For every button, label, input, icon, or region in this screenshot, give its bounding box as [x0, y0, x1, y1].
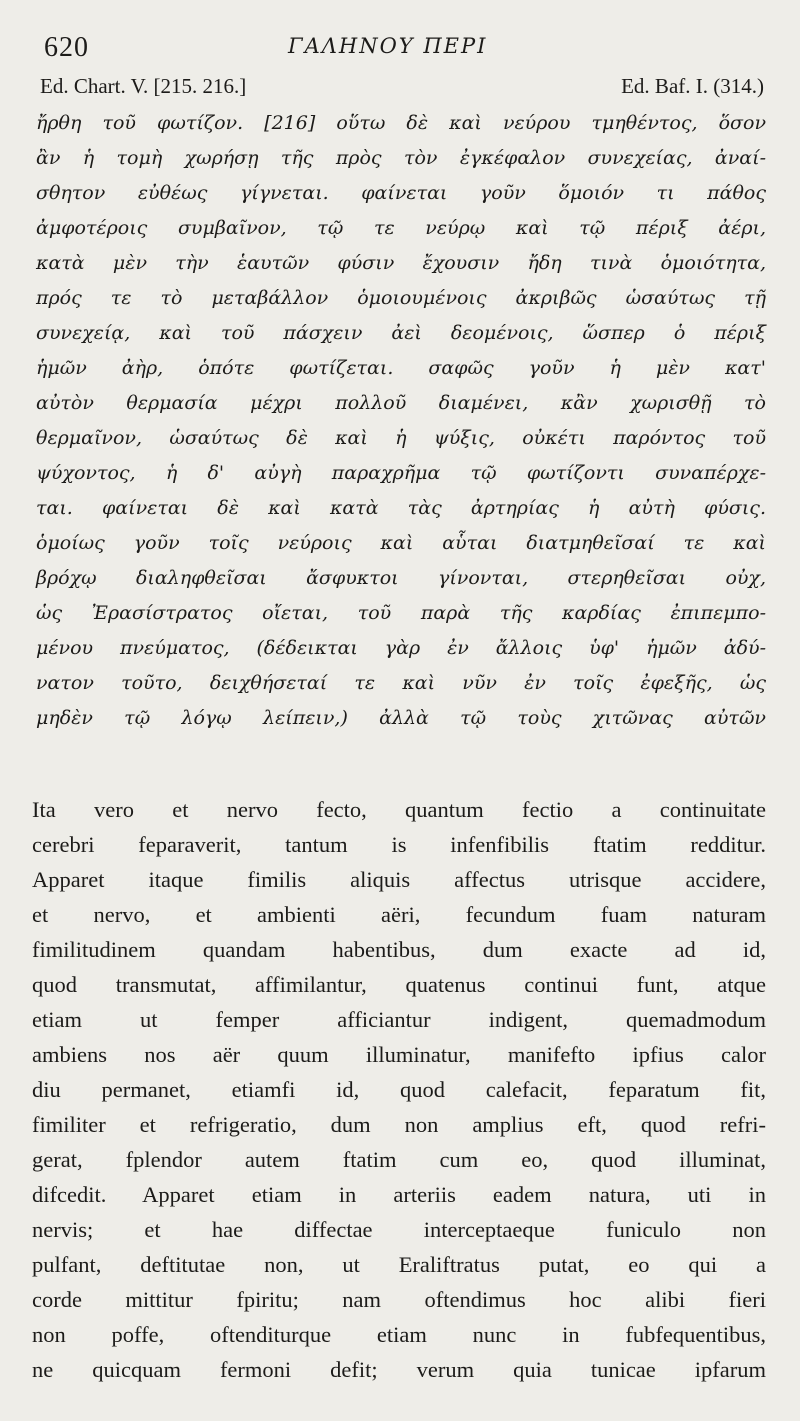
greek-text-line: ψύχοντος, ἡ δ' αὐγὴ παραχρῆμα τῷ φωτίζοντι συναπέρχε-: [36, 462, 766, 484]
greek-text-line: κατὰ μὲν τὴν ἑαυτῶν φύσιν ἔχουσιν ἤδη τινὰ ὁμοιότητα,: [36, 252, 766, 274]
greek-text-block: [36, 106, 766, 736]
edition-references: [40, 74, 764, 104]
latin-text-line: nervis; et hae diffectae interceptaeque funiculo non: [32, 1217, 766, 1242]
latin-text-line: Apparet itaque fimilis aliquis affectus utrisque accidere,: [32, 867, 766, 892]
latin-text-line: diu permanet, etiamfi id, quod calefacit, feparatum fit,: [32, 1077, 766, 1102]
edition-reference-left: Ed. Chart. V. [215. 216.]: [40, 74, 247, 98]
latin-text-line: cerebri feparaverit, tantum is infenfibilis ftatim redditur.: [32, 832, 766, 857]
greek-text-line: ἀμφοτέροις συμβαῖνον, τῷ τε νεύρῳ καὶ τῷ πέριξ ἀέρι,: [36, 217, 766, 239]
greek-text-line: σθητον εὐθέως γίγνεται. φαίνεται γοῦν ὅμοιόν τι πάθος: [36, 182, 766, 204]
latin-text-line: etiam ut femper afficiantur indigent, quemadmodum: [32, 1007, 766, 1032]
greek-text-line: μένου πνεύματος, (δέδεικται γὰρ ἐν ἄλλοις ὑφ' ἡμῶν ἀδύ-: [36, 637, 766, 659]
greek-text-line: ὡς Ἐρασίστρατος οἴεται, τοῦ παρὰ τῆς καρδίας ἐπιπεμπο-: [36, 602, 766, 624]
greek-text-line: νατον τοῦτο, δειχθήσεταί τε καὶ νῦν ἐν τοῖς ἐφεξῆς, ὡς: [36, 672, 766, 694]
latin-text-line: quod transmutat, affimilantur, quatenus continui funt, atque: [32, 972, 766, 997]
page-header: [36, 28, 764, 64]
greek-text-line: ἂν ἡ τομὴ χωρήσῃ τῆς πρὸς τὸν ἐγκέφαλον συνεχείας, ἀναί-: [36, 147, 766, 169]
latin-text-line: et nervo, et ambienti aëri, fecundum fuam naturam: [32, 902, 766, 927]
latin-text-line: corde mittitur fpiritu; nam oftendimus hoc alibi fieri: [32, 1287, 766, 1312]
greek-text-line: μηδὲν τῷ λόγῳ λείπειν,) ἀλλὰ τῷ τοὺς χιτῶνας αὐτῶν: [36, 707, 766, 729]
edition-reference-right: Ed. Baf. I. (314.): [621, 74, 764, 98]
greek-text-line: αὐτὸν θερμασία μέχρι πολλοῦ διαμένει, κἂν χωρισθῇ τὸ: [36, 392, 766, 414]
latin-text-line: ne quicquam fermoni defit; verum quia tunicae ipfarum: [32, 1357, 766, 1382]
greek-text-line: βρόχῳ διαληφθεῖσαι ἄσφυκτοι γίνονται, στερηθεῖσαι οὐχ,: [36, 567, 766, 589]
latin-text-line: ambiens nos aër quum illuminatur, manifefto ipfius calor: [32, 1042, 766, 1067]
latin-text-line: Ita vero et nervo fecto, quantum fectio a continuitate: [32, 797, 766, 822]
latin-text-line: difcedit. Apparet etiam in arteriis eadem natura, uti in: [32, 1182, 766, 1207]
greek-text-line: συνεχείᾳ, καὶ τοῦ πάσχειν ἀεὶ δεομένοις, ὥσπερ ὁ πέριξ: [36, 322, 766, 344]
running-title: ΓΑΛΗΝΟΥ ΠΕΡΙ: [288, 34, 488, 58]
greek-text-line: ὁμοίως γοῦν τοῖς νεύροις καὶ αὗται διατμηθεῖσαί τε καὶ: [36, 532, 766, 554]
latin-text-line: fimilitudinem quandam habentibus, dum exacte ad id,: [32, 937, 766, 962]
latin-text-line: fimiliter et refrigeratio, dum non amplius eft, quod refri-: [32, 1112, 766, 1137]
latin-text-line: gerat, fplendor autem ftatim cum eo, quod illuminat,: [32, 1147, 766, 1172]
greek-text-line: θερμαῖνον, ὡσαύτως δὲ καὶ ἡ ψύξις, οὐκέτι παρόντος τοῦ: [36, 427, 766, 449]
latin-text-line: pulfant, deftitutae non, ut Eraliftratus putat, eo qui a: [32, 1252, 766, 1277]
greek-text-line: ἤρθη τοῦ φωτίζον. [216] οὕτω δὲ καὶ νεύρου τμηθέντος, ὅσον: [36, 112, 766, 134]
latin-text-block: [32, 792, 766, 1387]
latin-text-line: non poffe, oftenditurque etiam nunc in fubfequentibus,: [32, 1322, 766, 1347]
greek-text-line: πρός τε τὸ μεταβάλλον ὁμοιουμένοις ἀκριβῶς ὡσαύτως τῇ: [36, 287, 766, 309]
greek-text-line: ται. φαίνεται δὲ καὶ κατὰ τὰς ἀρτηρίας ἡ αὐτὴ φύσις.: [36, 497, 766, 519]
page-number: 620: [44, 32, 89, 63]
greek-text-line: ἡμῶν ἀὴρ, ὁπότε φωτίζεται. σαφῶς γοῦν ἡ μὲν κατ': [36, 357, 766, 379]
